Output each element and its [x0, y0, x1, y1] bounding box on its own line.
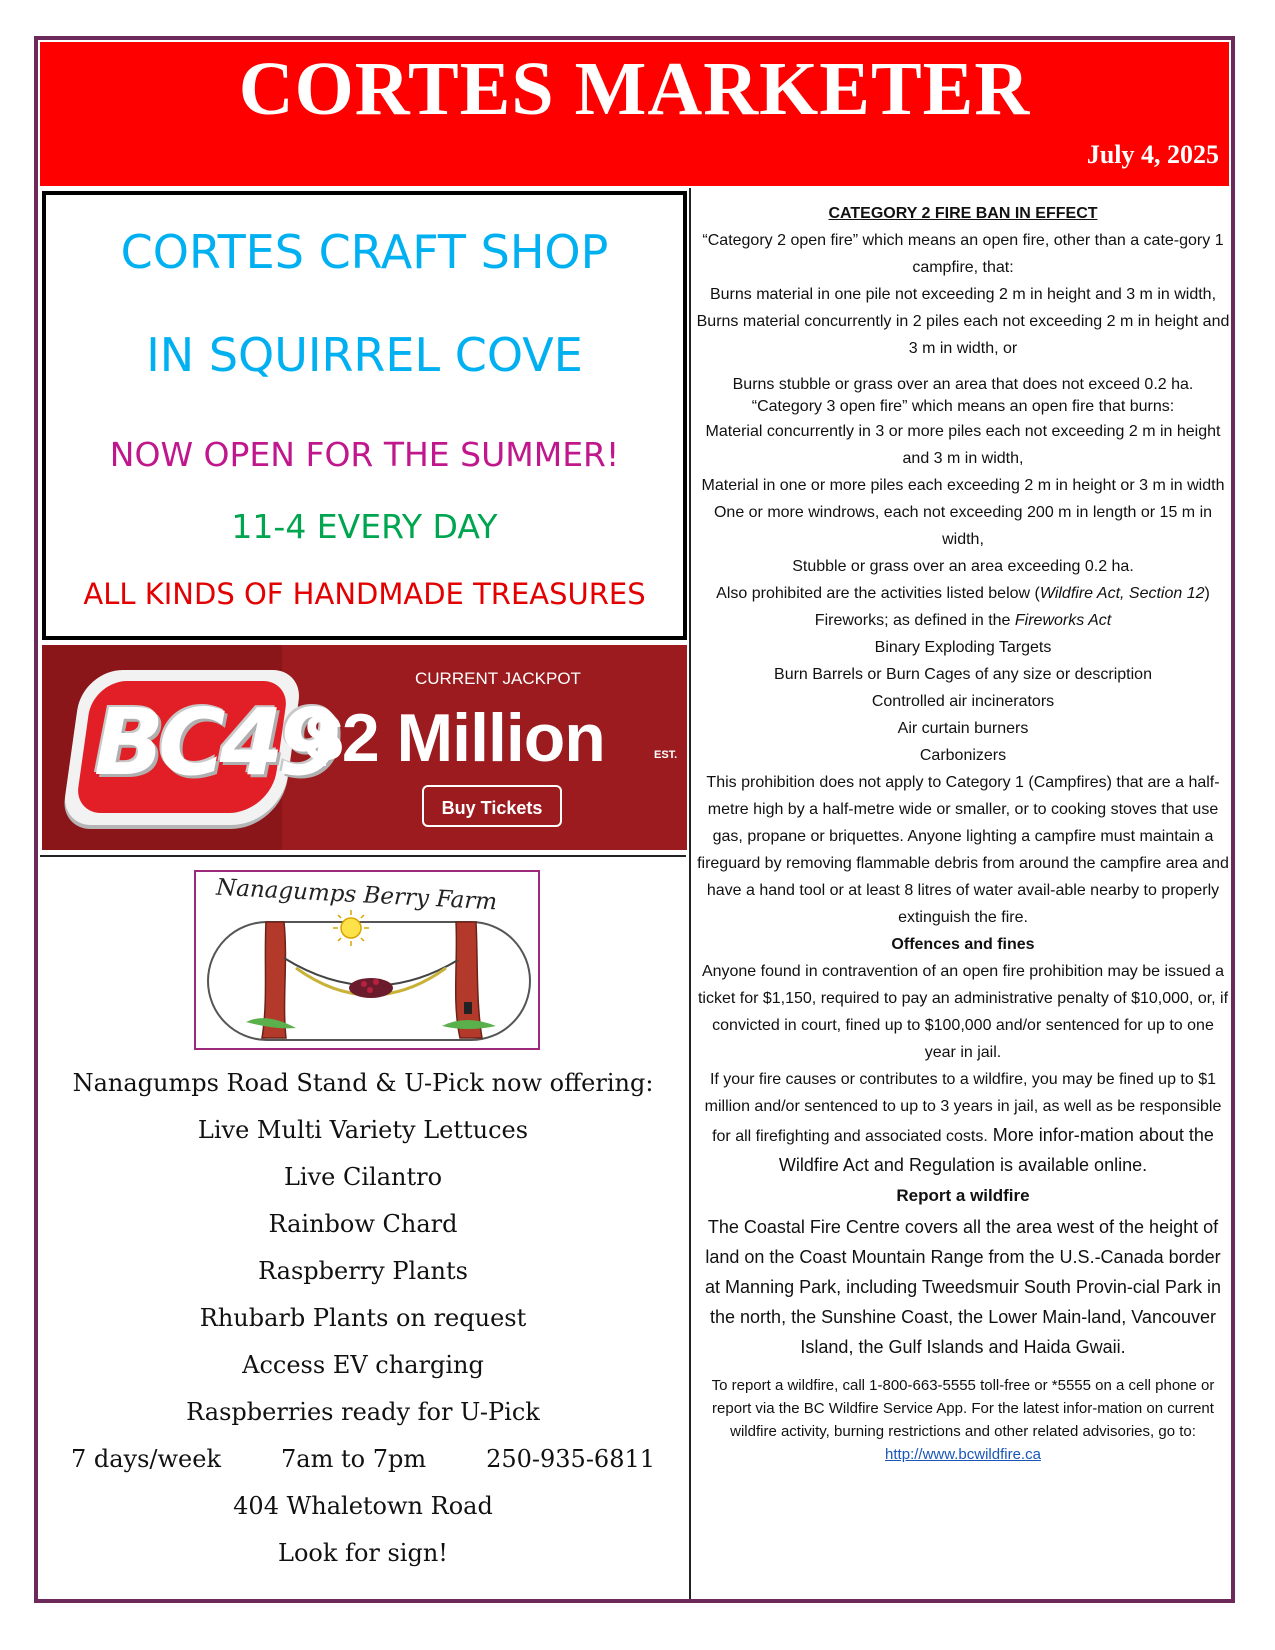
berry-farm-item: Rhubarb Plants on request	[199, 1304, 527, 1332]
berry-farm-logo	[194, 870, 540, 1050]
text-span: Fireworks; as defined in the	[814, 612, 1015, 629]
berry-farm-intro: Nanagumps Road Stand & U-Pick now offering:	[72, 1069, 654, 1097]
text-span: If your fire causes or contributes to a wildfire, you may be fined up to $1 million and/or sentenced to up to 3 years in jail, as well as be responsible for all firefighting and associated costs.	[704, 1071, 1222, 1145]
fire-ban-paragraph: Anyone found in contravention of an open fire prohibition may be issued a ticket for $1,150, required to pay an administrative penalty of $10,000, or, if convicted in court, fined up to $100,000 and/or sentenced for up to one year in jail.	[697, 963, 1229, 1061]
fire-ban-paragraph: Material concurrently in 3 or more piles each not exceeding 2 m in height and 3 m in width,	[705, 423, 1221, 467]
fire-ban-paragraph	[696, 580, 1230, 607]
craft-shop-open: NOW OPEN FOR THE SUMMER!	[109, 435, 620, 474]
fire-ban-paragraph	[696, 1066, 1230, 1180]
berry-farm-item: Raspberry Plants	[258, 1257, 468, 1285]
berry-farm-item: Raspberries ready for U-Pick	[186, 1398, 540, 1426]
fire-ban-paragraph: This prohibition does not apply to Category 1 (Campfires) that are a half-metre high by a half-metre wide or smaller, or to cooking stoves that use gas, propane or briquettes. Anyone lighting a campfire must maintain a fireguard by removing flammable debris from around the campfire area and have a hand tool or at least 8 litres of water avail-able nearby to properly extinguish the fire.	[697, 774, 1229, 926]
fire-ban-paragraph	[696, 1374, 1230, 1466]
spacer	[696, 362, 1230, 374]
craft-shop-hours: 11-4 EVERY DAY	[231, 507, 498, 546]
text-span: To report a wildfire, call 1-800-663-5555 toll-free or *5555 on a cell phone or report via the BC Wildfire Service App. For the latest infor-mation on current wildfire activity, burning restrictions and other related advisories, go to:	[711, 1377, 1215, 1440]
masthead-title: CORTES MARKETER	[238, 47, 1031, 131]
act-citation: Wildfire Act, Section 12	[1039, 585, 1205, 602]
fire-ban-paragraph: The Coastal Fire Centre covers all the area west of the height of land on the Coast Mountain Range from the U.S.-Canada border at Manning Park, including Tweedsmuir South Provin-cial Park in the north, the Sunshine Coast, the Lower Main-land, Vancouver Island, the Gulf Islands and Haida Gwaii.	[705, 1217, 1221, 1357]
berry-farm-item: Access EV charging	[242, 1351, 484, 1379]
fire-ban-paragraph: Burns stubble or grass over an area that does not exceed 0.2 ha.	[732, 376, 1194, 393]
hammock-illustration	[206, 902, 532, 1042]
buy-tickets-button[interactable]: Buy Tickets	[422, 785, 562, 827]
prohibited-item: Binary Exploding Targets	[874, 639, 1052, 656]
berry-farm-sign: Look for sign!	[278, 1539, 448, 1567]
offences-heading: Offences and fines	[891, 936, 1035, 953]
berry-farm-address: 404 Whaletown Road	[233, 1492, 493, 1520]
craft-shop-title: CORTES CRAFT SHOP	[120, 225, 609, 279]
text-span: Also prohibited are the activities listed below (	[716, 585, 1040, 602]
berry-farm-item: Live Multi Variety Lettuces	[197, 1116, 529, 1144]
section-divider	[40, 855, 686, 857]
fire-ban-paragraph: “Category 2 open fire” which means an open fire, other than a cate-gory 1 campfire, that:	[702, 232, 1224, 276]
fire-ban-paragraph: “Category 3 open fire” which means an open fire that burns:	[751, 398, 1175, 415]
fire-ban-article	[696, 200, 1230, 1466]
masthead	[40, 42, 1229, 186]
berry-farm-ad	[40, 1060, 686, 1577]
craft-shop-tagline: ALL KINDS OF HANDMADE TREASURES	[83, 577, 646, 611]
text-span: )	[1204, 585, 1210, 602]
prohibited-item: Air curtain burners	[897, 720, 1029, 737]
spacer	[696, 1362, 1230, 1374]
berry-farm-hours-row	[40, 1436, 686, 1483]
berry-farm-hours: 7am to 7pm	[281, 1445, 427, 1473]
berry-farm-item: Live Cilantro	[283, 1163, 443, 1191]
jackpot-est: EST.	[654, 749, 678, 761]
craft-shop-location: IN SQUIRREL COVE	[146, 328, 583, 382]
prohibited-item: Controlled air incinerators	[871, 693, 1055, 710]
act-citation: Fireworks Act	[1014, 612, 1112, 629]
jackpot-label: CURRENT JACKPOT	[415, 669, 581, 688]
text-span: More infor-mation about the Wildfire Act and Regulation is available online.	[778, 1125, 1214, 1175]
prohibited-item	[696, 607, 1230, 634]
berry-farm-days: 7 days/week	[70, 1445, 222, 1473]
craft-shop-ad	[42, 191, 687, 640]
issue-date: July 4, 2025	[1086, 140, 1219, 169]
berry-farm-phone: 250-935-6811	[486, 1445, 656, 1473]
bc49-logo: BC49	[94, 689, 336, 796]
prohibited-item: Burn Barrels or Burn Cages of any size or description	[774, 666, 1152, 683]
fire-ban-paragraph: Burns material in one pile not exceeding 2 m in height and 3 m in width, Burns material concurrently in 2 piles each not exceeding 2 m in height and 3 m in width, or	[696, 286, 1230, 357]
prohibited-item: Carbonizers	[919, 747, 1007, 764]
fire-ban-paragraph: Stubble or grass over an area exceeding 0.2 ha.	[792, 558, 1134, 575]
bcwildfire-link[interactable]: http://www.bcwildfire.ca	[885, 1446, 1041, 1463]
berry-farm-item: Rainbow Chard	[268, 1210, 458, 1238]
jackpot-amount: $2 Million	[305, 700, 605, 776]
fire-ban-paragraph: One or more windrows, each not exceeding 200 m in length or 15 m in width,	[713, 504, 1213, 548]
column-divider	[689, 188, 691, 1599]
fire-ban-paragraph: Material in one or more piles each exceeding 2 m in height or 3 m in width	[701, 477, 1225, 494]
fire-ban-heading: CATEGORY 2 FIRE BAN IN EFFECT	[828, 205, 1098, 222]
berry-farm-logo-name: Nanagumps Berry Farm	[215, 874, 498, 916]
report-heading: Report a wildfire	[896, 1186, 1030, 1205]
bc49-ad[interactable]	[42, 645, 687, 850]
